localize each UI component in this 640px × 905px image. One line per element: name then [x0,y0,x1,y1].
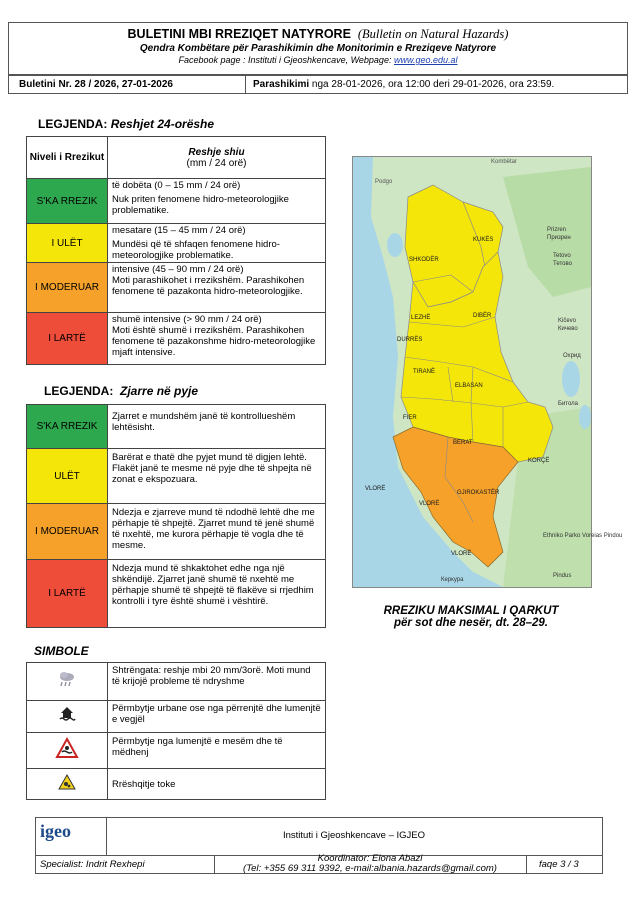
map-label-vlore-n: VLORË [365,486,386,492]
rain-desc-high: shumë intensive (> 90 mm / 24 orë) Moti është shumë i rrezikshëm. Parashikohen fenomene të pazakonshme hidro-meteorologjike mjaft intensive. [108,313,326,365]
map-label-korce: KORÇË [528,458,550,464]
symbol-desc-landslide: Rrëshqitje toke [108,769,326,800]
map-label-diber: DIBËR [473,313,492,319]
map-label-vlore-c: VLORË [419,501,440,507]
map-label-pindus: Pindus [553,573,572,579]
fire-desc-high: Ndezja mund të shkaktohet edhe nga një shkëndijë. Zjarret janë shumë të nxehtë me përhapje shumë të shpejtë të flakëve si rrjedhim kontrolli i tyre është shumë i vështirë. [108,560,326,628]
map-label-korfu: Керкура [441,577,464,583]
fire-level-moderate: I MODERUAR [27,504,108,560]
rain-desc-low: mesatare (15 – 45 mm / 24 orë) Mundësi që të shfaqen fenomene hidro-meteorologjike problematike. [108,224,326,263]
facebook-line: Facebook page : Instituti i Gjeoshkencave, Webpage: www.geo.edu.al [178,55,458,65]
rain-level-low: I ULËT [27,224,108,263]
river-flood-icon [56,738,78,758]
map-label-podgorica: Podgo [375,179,393,185]
fire-desc-moderate: Ndezja e zjarreve mund të ndodhë lehtë dhe me përhapje të shpejtë. Zjarret mund të jenë shumë të nxehtë, me kurora përhapje të vogla dhe të mesme. [108,504,326,560]
website-link[interactable]: www.geo.edu.al [393,55,458,65]
footer-specialist: Specialist: Indrit Rexhepi [40,859,145,870]
symbols-table [26,662,326,800]
landslide-icon [58,774,76,790]
rain-legend-table [26,136,326,365]
igeo-logo: igeo [40,821,71,841]
map-label-vlore-s: VLORË [451,551,472,557]
map-label-tetovo-cyr: Тетово [553,261,572,267]
fire-desc-none: Zjarret e mundshëm janë të kontrollueshëm lehtësisht. [108,405,326,449]
map-label-tirane: TIRANË [413,369,436,375]
center-name: Qendra Kombëtare për Parashikimin dhe Monitorimin e Rreziqeve Natyrore [139,43,497,54]
footer-coordinator: Koordinator: Elona Abazi [317,853,423,864]
map-label-kicevo: Kičevo [558,318,577,324]
bulletin-header [8,22,628,76]
map-label-shkoder: SHKODËR [409,257,439,263]
map-label-etniko: Ethniko Parko Voreias Pindou [543,533,623,539]
rain-legend-title: LEGJENDA: Reshjet 24-orëshe [38,117,215,131]
footer [35,817,603,874]
symbols-title: SIMBOLE [34,644,89,658]
symbol-desc-river-flood: Përmbytje nga lumenjtë e mesëm dhe të mëdhenj [108,733,326,769]
footer-institute: Instituti i Gjeoshkencave – IGJEO [282,830,426,841]
symbol-cell [27,663,108,701]
symbol-desc-thunderstorm: Shtrëngata: reshje mbi 20 mm/3orë. Moti mund të krijojë probleme të ndryshme [108,663,326,701]
map-label-kukes: KUKËS [473,237,494,243]
bulletin-number: Buletini Nr. 28 / 2026, 27-01-2026 [19,79,173,90]
urban-flood-icon [59,706,75,722]
hazard-map-svg [353,157,623,587]
rain-level-none: S'KA RREZIK [27,179,108,224]
hazard-map [352,156,623,588]
map-label-elbasan: ELBASAN [455,383,483,389]
forecast-period: Parashikimi nga 28-01-2026, ora 12:00 deri 29-01-2026, ora 23:59. [253,79,555,90]
map-label-lezhe: LEZHË [411,315,431,321]
symbol-desc-urban-flood: Përmbytje urbane ose nga përrenjtë dhe lumenjtë e vegjël [108,701,326,733]
footer-logo-cell [36,818,107,856]
bulletin-title-en: (Bulletin on Natural Hazards) [357,27,509,41]
fire-level-low: ULËT [27,449,108,504]
fire-desc-low: Barërat e thatë dhe pyjet mund të digjen lehtë. Flakët janë te mesme në pyje dhe të shpejta në zonat e ekspozuara. [108,449,326,504]
map-label-ohrid: Охрид [563,353,581,359]
rain-level-high: I LARTË [27,313,108,365]
rain-level-moderate: I MODERUAR [27,263,108,313]
map-label-fier: FIER [403,415,417,421]
map-label-bitola: Битола [558,401,579,407]
rain-desc-moderate: intensive (45 – 90 mm / 24 orë) Moti parashikohet i rrezikshëm. Parashikohen fenomene të pazakonta hidro-meteorologjike. [108,263,326,313]
map-label-durres: DURRËS [397,337,423,343]
map-label-prizren: Prizren [547,227,567,233]
map-label-kombetar: Kombëtar [491,159,518,165]
bulletin-info-bar [8,74,628,94]
bulletin-title: BULETINI MBI RREZIQET NATYRORE (Bulletin on Natural Hazards) [127,27,509,41]
map-caption: RREZIKU MAKSIMAL I QARKUT për sot dhe nesër, dt. 28–29. [383,605,559,629]
rain-desc-none: të dobëta (0 – 15 mm / 24 orë) Nuk priten fenomene hidro-meteorologjike problematike. [108,179,326,224]
map-label-berat: BERAT [453,440,473,446]
fire-legend-title: LEGJENDA: Zjarre në pyje [44,384,199,398]
map-label-tetovo: Tetovo [553,253,571,259]
map-label-prizren-cyr: Призрен [547,235,571,241]
rain-col-level: Niveli i Rrezikut [27,137,108,179]
thunderstorm-icon [57,670,77,688]
footer-page: faqe 3 / 3 [539,859,579,870]
fire-legend-table [26,404,326,628]
map-label-kicevo-cyr: Кичево [558,326,578,332]
footer-contact: (Tel: +355 69 311 9392, e-mail:albania.hazards@gmail.com) [243,863,497,874]
fire-level-high: I LARTË [27,560,108,628]
fire-level-none: S'KA RREZIK [27,405,108,449]
rain-col-amount: Reshje shiu (mm / 24 orë) [108,137,326,179]
map-label-gjirokaster: GJIROKASTËR [457,490,500,496]
